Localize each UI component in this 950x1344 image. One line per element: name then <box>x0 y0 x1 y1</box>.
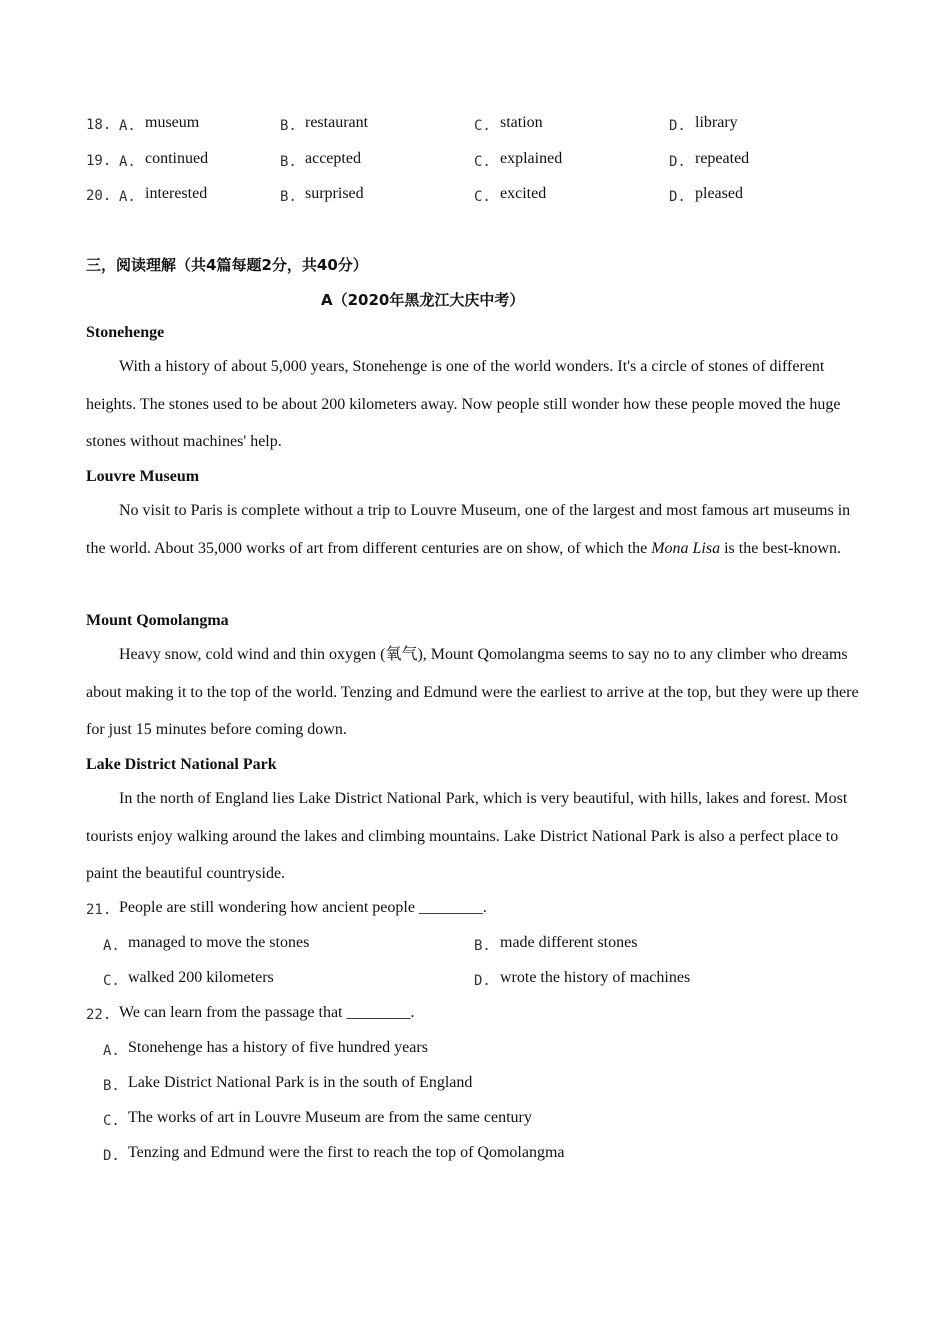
option-letter: A. <box>119 154 136 170</box>
option-text: Stonehenge has a history of five hundred years <box>128 1039 428 1056</box>
question-number: 18. <box>86 117 112 133</box>
passage-text: is the best-known. <box>720 539 841 557</box>
option-letter: D. <box>103 1148 120 1164</box>
option-text: Lake District National Park is in the south of England <box>128 1074 473 1091</box>
option-text: interested <box>145 185 208 202</box>
option-text: pleased <box>695 185 743 202</box>
passage-heading-qomolangma: Mount Qomolangma <box>86 612 229 629</box>
question-number: 22. <box>86 1007 112 1023</box>
option-text: Tenzing and Edmund were the first to reach the top of Qomolangma <box>128 1144 565 1161</box>
option-text: made different stones <box>500 934 638 951</box>
question-stem: We can learn from the passage that ________. <box>119 1004 415 1021</box>
option-text: The works of art in Louvre Museum are from the same century <box>128 1109 532 1126</box>
option-letter: D. <box>474 973 491 989</box>
option-letter: A. <box>119 189 136 205</box>
option-letter: A. <box>103 1043 120 1059</box>
passage-text: In the north of England lies Lake District National Park, which is very beautiful, with hills, lakes and forest. Most tourists enjoy walking around the lakes and climbing mountains. Lake District National Park is also a perfect place to paint the beautiful countryside. <box>86 790 848 882</box>
option-letter: C. <box>103 973 120 989</box>
option-letter: C. <box>474 154 491 170</box>
option-text: station <box>500 114 543 131</box>
question-number: 19. <box>86 153 112 169</box>
passage-text: No visit to Paris is complete without a trip to Louvre Museum, one of the largest and most famous art museums in the world. About 35,000 works of art from different centuries are on show, of which the <box>86 502 851 557</box>
option-letter: B. <box>474 938 491 954</box>
question-number: 21. <box>86 902 112 918</box>
passage-heading-lake-district: Lake District National Park <box>86 756 277 773</box>
passage-body-qomolangma <box>86 636 866 749</box>
option-text: museum <box>145 114 200 131</box>
option-letter: D. <box>669 118 686 134</box>
option-letter: B. <box>280 118 297 134</box>
passage-body-stonehenge <box>86 348 866 461</box>
option-letter: A. <box>119 118 136 134</box>
option-text: repeated <box>695 150 750 167</box>
passage-text: With a history of about 5,000 years, Stonehenge is one of the world wonders. It's a circle of stones of different heights. The stones used to be about 200 kilometers away. Now people still wonder how these people moved the huge stones without machines' help. <box>86 358 841 450</box>
question-number: 20. <box>86 188 112 204</box>
artwork-title: Mona Lisa <box>651 539 721 557</box>
option-text: restaurant <box>305 114 369 131</box>
option-letter: B. <box>280 189 297 205</box>
option-text: managed to move the stones <box>128 934 310 951</box>
option-letter: B. <box>103 1078 120 1094</box>
option-letter: C. <box>474 189 491 205</box>
passage-body-lake-district <box>86 780 866 893</box>
option-letter: C. <box>103 1113 120 1129</box>
option-text: library <box>695 114 738 131</box>
option-text: walked 200 kilometers <box>128 969 274 986</box>
passage-text: Heavy snow, cold wind and thin oxygen (氧气), Mount Qomolangma seems to say no to any climber who dreams about making it to the top of the world. Tenzing and Edmund were the earliest to arrive at the top, but they were up there for just 15 minutes before coming down. <box>86 646 859 738</box>
question-stem: People are still wondering how ancient people ________. <box>119 899 487 916</box>
option-text: excited <box>500 185 547 202</box>
option-letter: A. <box>103 938 120 954</box>
option-letter: D. <box>669 154 686 170</box>
passage-heading-stonehenge: Stonehenge <box>86 324 165 341</box>
passage-title: A（2020年黑龙江大庆中考） <box>321 291 525 309</box>
option-text: continued <box>145 150 209 167</box>
option-letter: D. <box>669 189 686 205</box>
option-text: accepted <box>305 150 361 167</box>
option-text: explained <box>500 150 563 167</box>
option-text: surprised <box>305 185 364 202</box>
option-letter: B. <box>280 154 297 170</box>
passage-body-louvre <box>86 492 866 567</box>
option-text: wrote the history of machines <box>500 969 691 986</box>
section-title: 三，阅读理解（共4篇每题2分，共40分） <box>86 256 368 274</box>
option-letter: C. <box>474 118 491 134</box>
passage-heading-louvre: Louvre Museum <box>86 468 200 485</box>
